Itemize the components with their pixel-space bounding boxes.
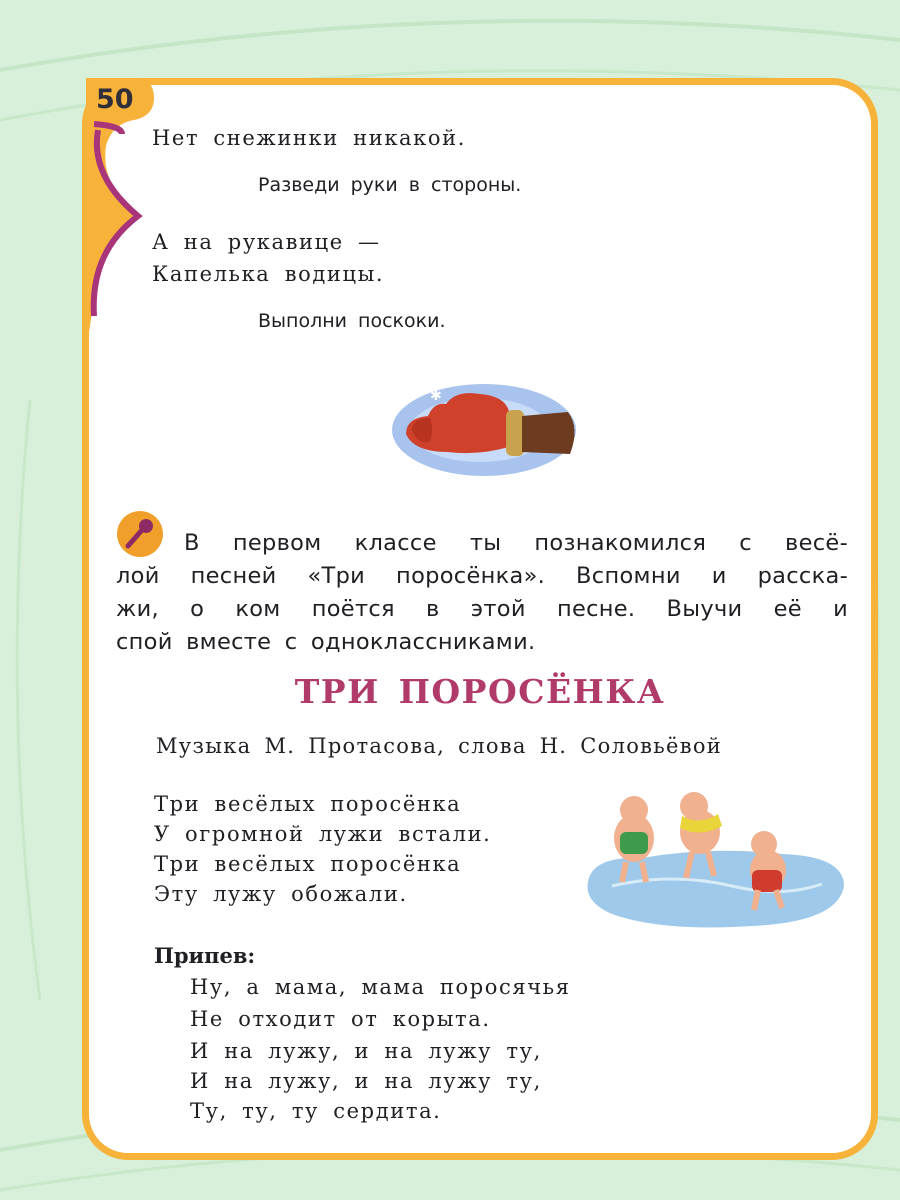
verse-line: У огромной лужи встали. xyxy=(154,822,492,846)
refrain-label: Припев: xyxy=(154,943,256,968)
poem-line: А на рукавице — xyxy=(152,230,381,254)
song-title: ТРИ ПОРОСЁНКА xyxy=(294,672,666,711)
refrain-line: Не отходит от корыта. xyxy=(190,1007,491,1031)
refrain-line: Ту, ту, ту сердита. xyxy=(190,1099,442,1123)
task-text-line: В первом классе ты познакомился с весё- xyxy=(184,530,848,556)
page-number-tab xyxy=(82,76,202,356)
task-text-line: лой песней «Три поросёнка». Вспомни и расска- xyxy=(116,563,848,589)
poem-line: Нет снежинки никакой. xyxy=(152,126,467,150)
verse-line: Эту лужу обожали. xyxy=(154,882,408,906)
movement-instruction: Выполни поскоки. xyxy=(258,310,446,332)
refrain-line: Ну, а мама, мама поросячья xyxy=(190,975,571,999)
movement-instruction: Разведи руки в стороны. xyxy=(258,174,522,196)
song-credits: Музыка М. Протасова, слова Н. Соловьёвой xyxy=(156,734,723,758)
task-text-line: жи, о ком поётся в этой песне. Выучи её и xyxy=(116,596,848,622)
piglets-illustration xyxy=(582,786,852,936)
verse-line: Три весёлых поросёнка xyxy=(154,792,462,816)
task-text-line: спой вместе с одноклассниками. xyxy=(116,629,536,655)
page-number: 50 xyxy=(96,84,134,115)
svg-text:✱: ✱ xyxy=(430,388,442,404)
microphone-icon xyxy=(116,510,164,558)
mitten-illustration xyxy=(384,370,584,480)
poem-line: Капелька водицы. xyxy=(152,262,385,286)
verse-line: Три весёлых поросёнка xyxy=(154,852,462,876)
refrain-line: И на лужу, и на лужу ту, xyxy=(190,1069,542,1093)
refrain-line: И на лужу, и на лужу ту, xyxy=(190,1039,542,1063)
